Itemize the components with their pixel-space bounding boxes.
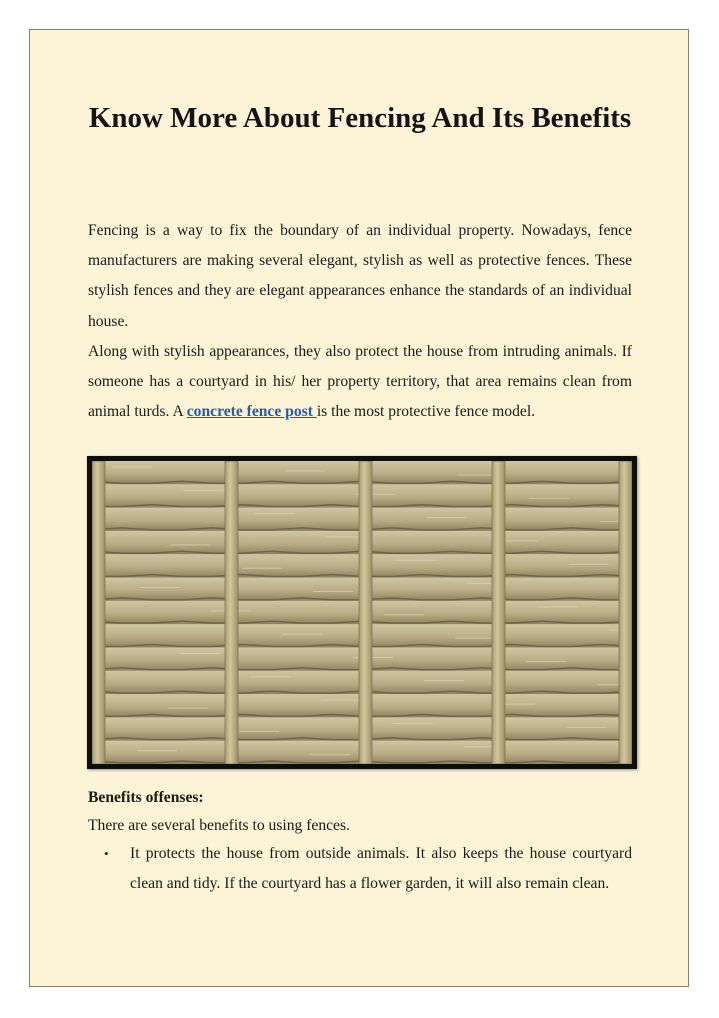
fence-post (92, 461, 105, 764)
section-heading: Benefits offenses: (88, 789, 204, 806)
paragraph-protection (88, 337, 632, 428)
fence-panel-image (92, 461, 632, 764)
fence-photo (87, 456, 637, 769)
paragraph-protection-text: Along with stylish appearances, they also protect the house from intruding animals. If someone has a courtyard in his/ her property territory, that area remains clean from animal turds. A (88, 342, 632, 421)
concrete-fence-post-link[interactable]: concrete fence post (186, 403, 317, 421)
section-intro: There are several benefits to using fences. (88, 817, 350, 834)
bullet-marker: • (104, 846, 109, 861)
fence-post (619, 461, 632, 764)
fence-post (492, 461, 505, 764)
paragraph-intro: Fencing is a way to fix the boundary of an individual property. Nowadays, fence manufacturers are making several elegant, stylish as well as protective fences. These stylish fences and they are elegant appearances enhance the standards of an individual house. (88, 222, 632, 330)
paragraph-protection-text-end: is the most protective fence model. (316, 403, 536, 421)
fence-post (359, 461, 372, 764)
body-text (88, 216, 632, 427)
document-page (29, 29, 689, 987)
benefits-list (88, 839, 632, 899)
document-title: Know More About Fencing And Its Benefits (88, 102, 632, 134)
list-item (88, 839, 632, 899)
fence-post (225, 461, 238, 764)
list-item-text: It protects the house from outside animals. It also keeps the house courtyard clean and tidy. If the courtyard has a flower garden, it will also remain clean. (130, 845, 632, 893)
